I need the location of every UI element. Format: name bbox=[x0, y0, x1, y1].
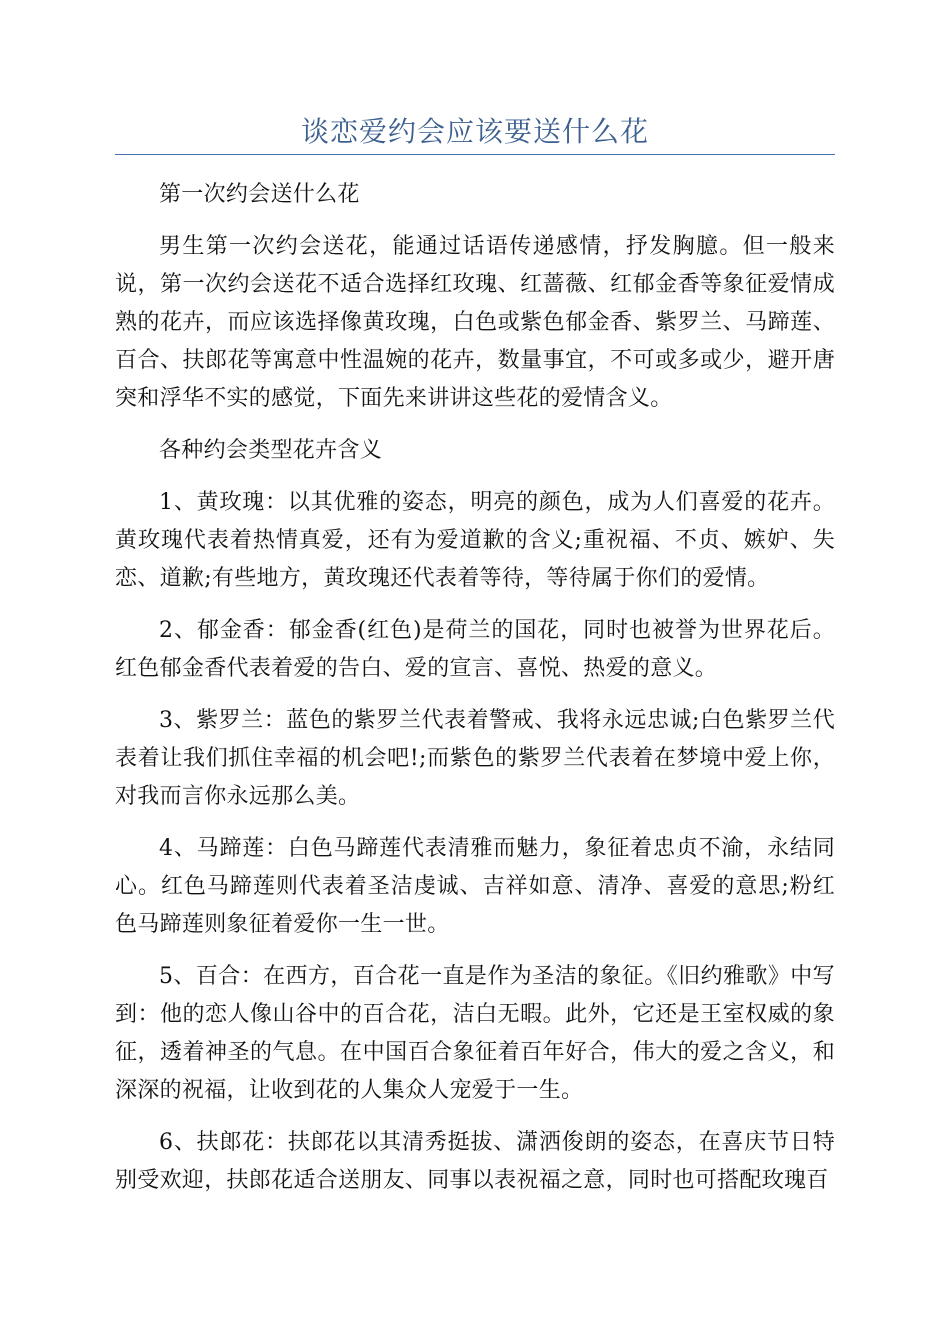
document-body bbox=[115, 176, 835, 1214]
title-underline bbox=[115, 154, 835, 155]
paragraph-heading-first-date: 第一次约会送什么花 bbox=[159, 182, 360, 207]
paragraph-gerbera: 6、扶郎花：扶郎花以其清秀挺拔、潇洒俊朗的姿态，在喜庆节日特别受欢迎，扶郎花适合送朋友、同事以表祝福之意，同时也可搭配玫瑰百 bbox=[115, 1130, 835, 1193]
paragraph-heading-flower-meanings: 各种约会类型花卉含义 bbox=[159, 438, 383, 463]
paragraph-lily: 5、百合：在西方，百合花一直是作为圣洁的象征。《旧约雅歌》中写到：他的恋人像山谷中的百合花，洁白无暇。此外，它还是王室权威的象征，透着神圣的气息。在中国百合象征着百年好合，伟大的爱之含义，和深深的祝福，让收到花的人集众人宠爱于一生。 bbox=[115, 964, 835, 1103]
paragraph-yellow-rose: 1、黄玫瑰：以其优雅的姿态，明亮的颜色，成为人们喜爱的花卉。黄玫瑰代表着热情真爱，还有为爱道歉的含义;重祝福、不贞、嫉妒、失恋、道歉;有些地方，黄玫瑰还代表着等待，等待属于你们的爱情。 bbox=[115, 490, 835, 591]
paragraph-calla-lily: 4、马蹄莲：白色马蹄莲代表清雅而魅力，象征着忠贞不渝，永结同心。红色马蹄莲则代表着圣洁虔诚、吉祥如意、清净、喜爱的意思;粉红色马蹄莲则象征着爱你一生一世。 bbox=[115, 836, 835, 937]
document-title: 谈恋爱约会应该要送什么花 bbox=[300, 115, 649, 148]
paragraph-violet: 3、紫罗兰：蓝色的紫罗兰代表着警戒、我将永远忠诚;白色紫罗兰代表着让我们抓住幸福的机会吧!;而紫色的紫罗兰代表着在梦境中爱上你，对我而言你永远那么美。 bbox=[115, 708, 835, 809]
paragraph-tulip: 2、郁金香：郁金香(红色)是荷兰的国花，同时也被誉为世界花后。红色郁金香代表着爱的告白、爱的宣言、喜悦、热爱的意义。 bbox=[115, 618, 835, 681]
paragraph-intro: 男生第一次约会送花，能通过话语传递感情，抒发胸臆。但一般来说，第一次约会送花不适合选择红玫瑰、红蔷薇、红郁金香等象征爱情成熟的花卉，而应该选择像黄玫瑰，白色或紫色郁金香、紫罗兰、马蹄莲、百合、扶郎花等寓意中性温婉的花卉，数量事宜，不可或多或少，避开唐突和浮华不实的感觉，下面先来讲讲这些花的爱情含义。 bbox=[115, 234, 835, 411]
